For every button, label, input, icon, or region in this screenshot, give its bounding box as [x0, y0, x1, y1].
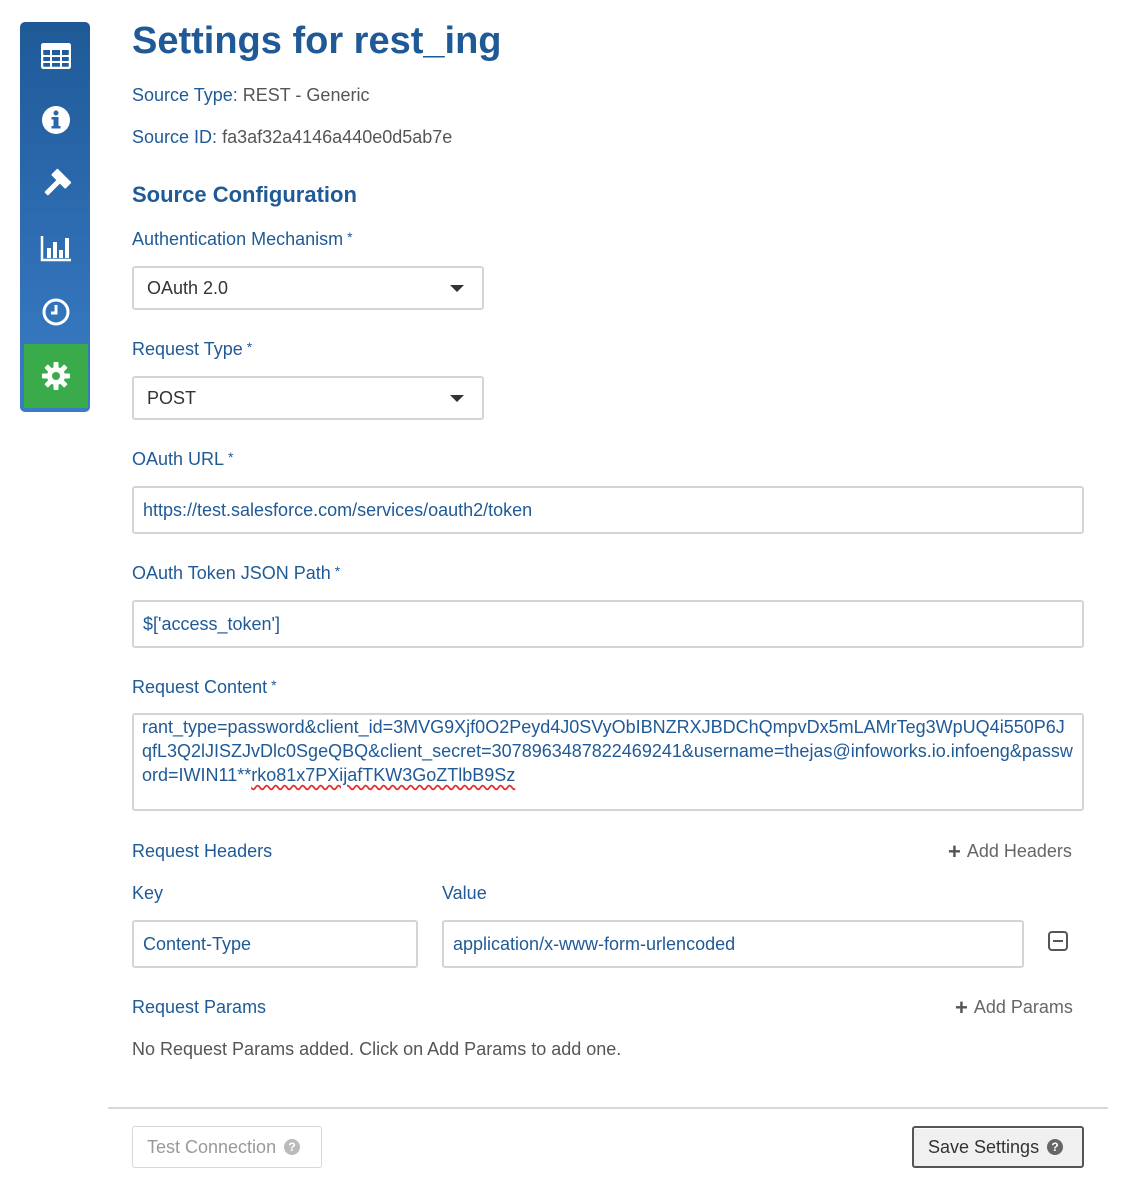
auth-label-text: Authentication Mechanism [132, 229, 344, 249]
add-params-button[interactable] [955, 994, 1073, 1020]
request-type-label [132, 339, 252, 360]
sidebar-item-reports[interactable] [24, 216, 88, 280]
save-settings-button[interactable] [912, 1126, 1084, 1168]
required-mark: * [347, 229, 353, 245]
oauth-url-label [132, 449, 234, 470]
oauth-url-input[interactable] [132, 486, 1084, 534]
help-icon: ? [1047, 1139, 1063, 1155]
footer-divider [108, 1107, 1108, 1109]
plus-icon: + [955, 994, 968, 1020]
token-path-label-text: OAuth Token JSON Path [132, 563, 331, 583]
request-type-label-text: Request Type [132, 339, 243, 359]
add-headers-button[interactable] [948, 838, 1072, 864]
save-settings-label: Save Settings [928, 1136, 1040, 1157]
request-content-text: rant_type=password&client_id=3MVG9Xjf0O2Peyd4J0SVyObIBNZRXJBDChQmpvDx5mLAMrTeg3WpUQ4i550P6JqfL3Q2lJISZJvDlc0SgeQBQ&client_secret=3078963487822469241&username=thejas@infoworks.io.infoeng&password=IWIN11** [142, 717, 1073, 785]
sidebar-item-settings[interactable] [24, 344, 88, 408]
oauth-url-label-text: OAuth URL [132, 449, 225, 469]
table-icon [41, 43, 71, 69]
auth-select[interactable] [132, 266, 484, 310]
sidebar [20, 22, 90, 412]
section-title: Source Configuration [132, 182, 357, 207]
sidebar-item-info[interactable] [24, 88, 88, 152]
add-params-label: Add Params [973, 997, 1073, 1017]
sidebar-item-history[interactable] [24, 280, 88, 344]
header-key-input[interactable] [132, 920, 418, 968]
sidebar-item-tables[interactable] [24, 24, 88, 88]
sidebar-item-build[interactable] [24, 152, 88, 216]
params-empty-note: No Request Params added. Click on Add Params to add one. [132, 1039, 622, 1059]
gear-icon [41, 361, 71, 391]
request-content-textarea[interactable] [132, 713, 1084, 811]
hammer-icon [40, 168, 72, 200]
source-type-value: REST - Generic [242, 85, 370, 105]
required-mark: * [246, 339, 253, 355]
page-title: Settings for rest_ing [132, 20, 502, 62]
caret-down-icon [450, 395, 464, 402]
spellcheck-flagged-text: rko81x7PXijafTKW3GoZTlbB9Sz [251, 765, 516, 785]
plus-icon: + [948, 838, 961, 864]
source-id-label: Source ID: [132, 127, 218, 147]
bar-chart-icon [40, 234, 72, 262]
remove-header-icon[interactable] [1048, 931, 1068, 951]
help-icon: ? [284, 1139, 300, 1155]
caret-down-icon [450, 285, 464, 292]
request-content-label [132, 677, 277, 698]
auth-select-value: OAuth 2.0 [147, 278, 229, 298]
clock-icon [41, 297, 71, 327]
request-content-label-text: Request Content [132, 677, 268, 697]
token-path-input[interactable] [132, 600, 1084, 648]
required-mark: * [228, 449, 234, 465]
request-params-label: Request Params [132, 997, 267, 1017]
header-key-label: Key [132, 883, 164, 903]
auth-label [132, 229, 353, 250]
test-connection-label: Test Connection [147, 1136, 277, 1157]
request-headers-label: Request Headers [132, 841, 273, 861]
source-id-value: fa3af32a4146a440e0d5ab7e [222, 127, 453, 147]
source-type [132, 85, 369, 106]
request-type-select-value: POST [147, 388, 197, 408]
required-mark: * [334, 563, 341, 579]
required-mark: * [271, 677, 277, 693]
test-connection-button[interactable] [132, 1126, 322, 1168]
header-value-input[interactable] [442, 920, 1024, 968]
add-headers-label: Add Headers [966, 841, 1072, 861]
header-value-label: Value [442, 883, 487, 903]
source-id [132, 127, 452, 148]
token-path-label [132, 563, 340, 584]
source-type-label: Source Type: [132, 85, 238, 105]
info-icon [41, 105, 71, 135]
request-type-select[interactable] [132, 376, 484, 420]
